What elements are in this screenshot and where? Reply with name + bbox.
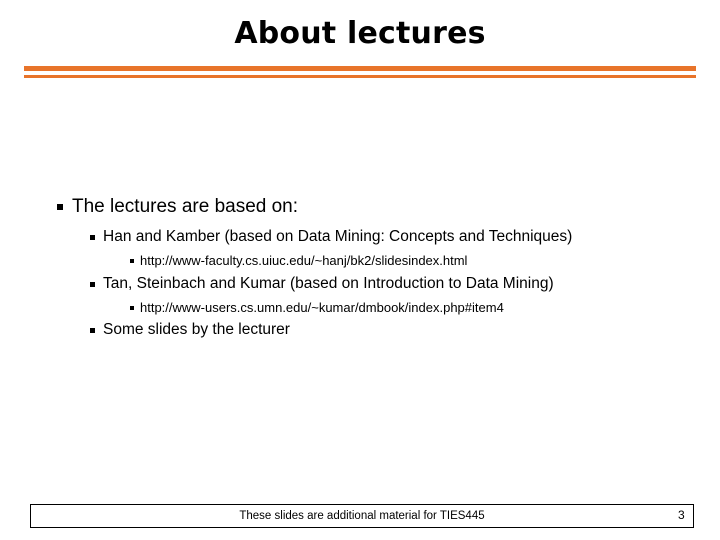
square-bullet-icon (130, 306, 134, 310)
url-text[interactable]: http://www-faculty.cs.uiuc.edu/~hanj/bk2/slidesindex.html (140, 253, 468, 268)
bullet-text: The lectures are based on: (72, 196, 299, 217)
slide-title: About lectures (234, 16, 486, 51)
page-number: 3 (678, 508, 685, 522)
bullet-item-lecturer (90, 321, 290, 339)
footer-box (30, 504, 694, 528)
square-bullet-icon (130, 259, 134, 263)
bullet-text: Tan, Steinbach and Kumar (based on Introduction to Data Mining) (103, 275, 554, 292)
square-bullet-icon (90, 235, 95, 240)
url-text[interactable]: http://www-users.cs.umn.edu/~kumar/dmbook/index.php#item4 (140, 300, 504, 315)
bullet-text: Han and Kamber (based on Data Mining: Concepts and Techniques) (103, 228, 573, 245)
bullet-text: Some slides by the lecturer (103, 321, 290, 338)
square-bullet-icon (90, 328, 95, 333)
bullet-item-tan-url (130, 300, 504, 315)
bullet-item-han-kamber-url (130, 253, 467, 268)
square-bullet-icon (57, 204, 63, 210)
bullet-item-tan-steinbach-kumar (90, 275, 554, 293)
footer-text: These slides are additional material for TIES445 (239, 510, 485, 522)
bullet-item-han-kamber (90, 228, 572, 246)
bullet-item-main (57, 196, 298, 218)
square-bullet-icon (90, 282, 95, 287)
